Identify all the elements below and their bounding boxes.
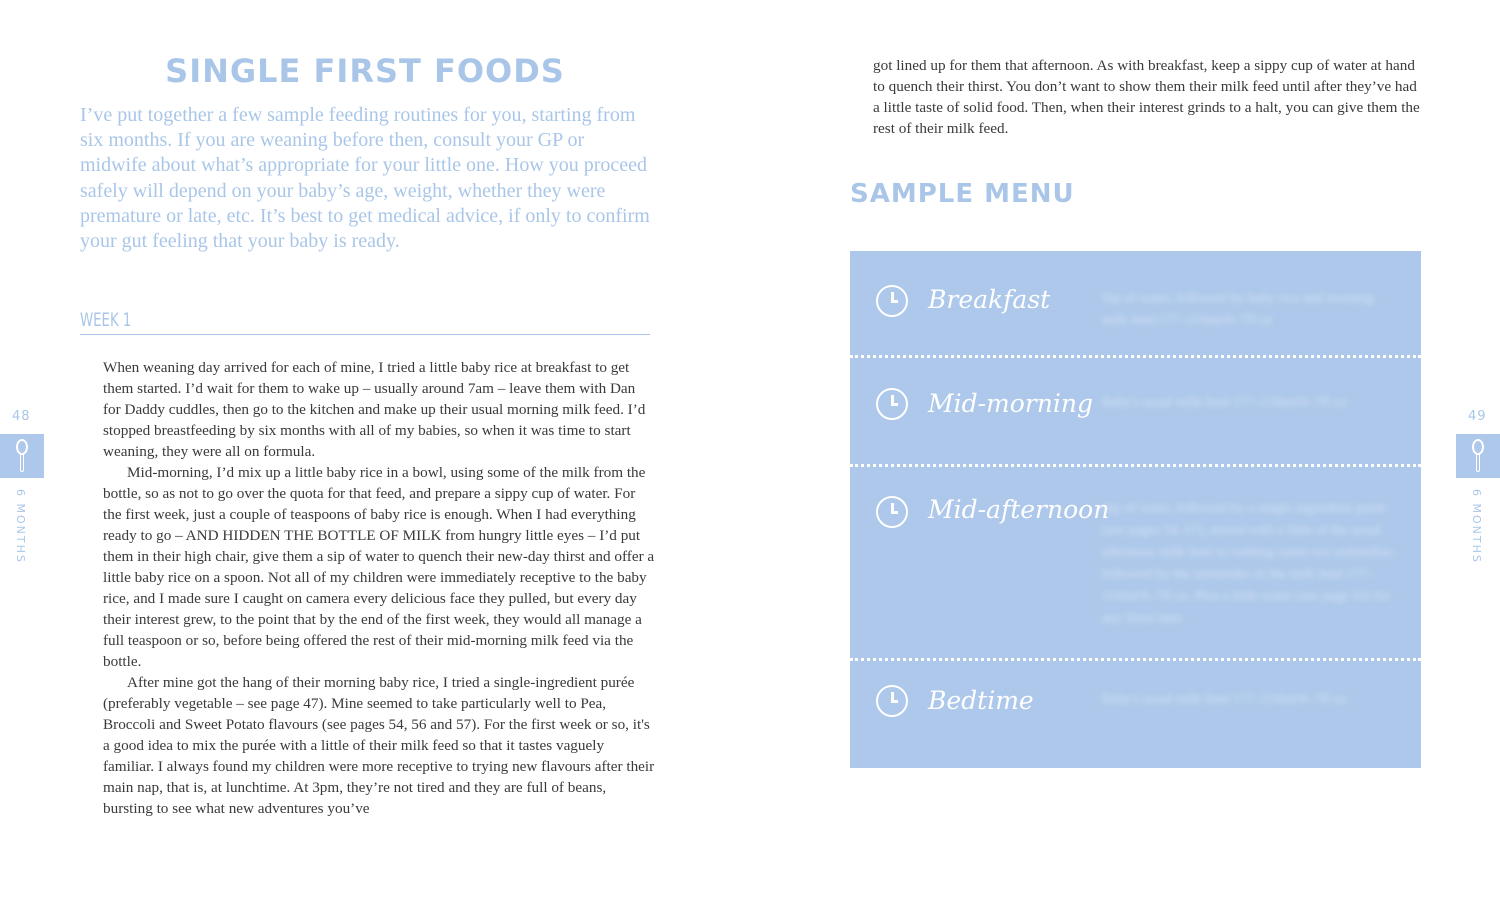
chapter-side-label-left: 6 MONTHS — [14, 489, 27, 564]
page-number-left: 48 — [12, 409, 31, 424]
chapter-side-label-right: 6 MONTHS — [1470, 489, 1483, 564]
meal-description: Baby's usual milk feed 177–210ml/6–7fl oz — [1102, 692, 1347, 707]
chapter-tab-left — [0, 434, 44, 478]
meal-description: Baby's usual milk feed 177–210ml/6–7fl oz — [1102, 395, 1347, 410]
week-heading-label: WEEK 1 — [80, 309, 132, 331]
sample-menu-title: SAMPLE MENU — [850, 179, 1075, 209]
paragraph: When weaning day arrived for each of mine, I tried a little baby rice at breakfast to get them started. I’d wait for them to wake up – usually around 7am – leave them with Dan for Daddy cuddles, then go to the kitchen and make up their usual morning milk feed. I’d stopped breastfeeding by six months with all of my babies, so when it was time to start weaning, they were all on formula. — [103, 359, 646, 460]
meal-description: Sip of water, followed by baby rice and morning milk feed 177–210ml/6–7fl oz — [1102, 291, 1374, 328]
intro-paragraph: I’ve put together a few sample feeding routines for you, starting from six months. If you are weaning before then, consult your GP or midwife about what’s appropriate for your little one. How you proceed safely will depend on your baby’s age, weight, whether they were premature or late, etc. It’s best to get medical advice, if only to confirm your gut feeling that your baby is ready. — [80, 104, 650, 253]
meal-label: Bedtime — [928, 686, 1034, 715]
clock-icon — [876, 685, 908, 717]
meal-description: Sip of water, followed by a single-ingredient purée (see pages 54–57), mixed with a little of the usual afternoon milk feed so nothing tastes too unfamiliar, followed by the remainder of the milk feed 177–210ml/6–7fl oz. Plus a little water (see page 33) for any thirst later — [1102, 501, 1396, 626]
week-heading — [80, 309, 650, 335]
body-text — [103, 357, 655, 819]
page-number-right: 49 — [1468, 409, 1487, 424]
meal-label: Mid-morning — [928, 389, 1093, 418]
meal-label: Breakfast — [928, 285, 1051, 314]
clock-icon — [876, 388, 908, 420]
continued-paragraph: got lined up for them that afternoon. As with breakfast, keep a sippy cup of water at hand to quench their thirst. You don’t want to show them their milk feed until after they’ve had a little taste of solid food. Then, when their interest grinds to a halt, you can give them the rest of their milk feed. — [873, 57, 1420, 137]
clock-icon — [876, 285, 908, 317]
meal-label: Mid-afternoon — [928, 495, 1110, 524]
chapter-tab-right — [1456, 434, 1500, 478]
paragraph: Mid-morning, I’d mix up a little baby rice in a bowl, using some of the milk from the bottle, so as not to go over the quota for that feed, and prepare a sippy cup of water. For the first week, just a couple of teaspoons of baby rice is enough. When I had everything ready to go – AND HIDDEN THE BOTTLE OF MILK from hungry little eyes – I’d put them in their high chair, give them a sip of water to quench their new-day thirst and offer a little baby rice on a spoon. Not all of my children were immediately receptive to the baby rice, and I made sure I caught on camera every delicious face they pulled, but every day their interest grew, to the point that by the end of the first week, they would all manage a full teaspoon or so, before being offered the rest of their mid-morning milk feed via the bottle. — [103, 464, 655, 670]
menu-row-breakfast — [850, 251, 1421, 358]
menu-row-bedtime — [850, 661, 1421, 768]
paragraph: After mine got the hang of their morning baby rice, I tried a single-ingredient purée (preferably vegetable – see page 47). Mine seemed to take particularly well to Pea, Broccoli and Sweet Potato flavours (see pages 54, 56 and 57). For the first week or so, it's a good idea to mix the purée with a little of their milk feed so that it tastes vaguely familiar. I always found my children were more receptive to trying new flavours after their main nap, that is, at lunchtime. At 3pm, they’re not tired and they are full of beans, bursting to see what new adventures you’ve — [103, 674, 655, 817]
menu-row-mid-morning — [850, 358, 1421, 467]
menu-row-mid-afternoon — [850, 467, 1421, 661]
page-title: SINGLE FIRST FOODS — [165, 52, 565, 90]
clock-icon — [876, 496, 908, 528]
sample-menu-box — [850, 251, 1421, 768]
